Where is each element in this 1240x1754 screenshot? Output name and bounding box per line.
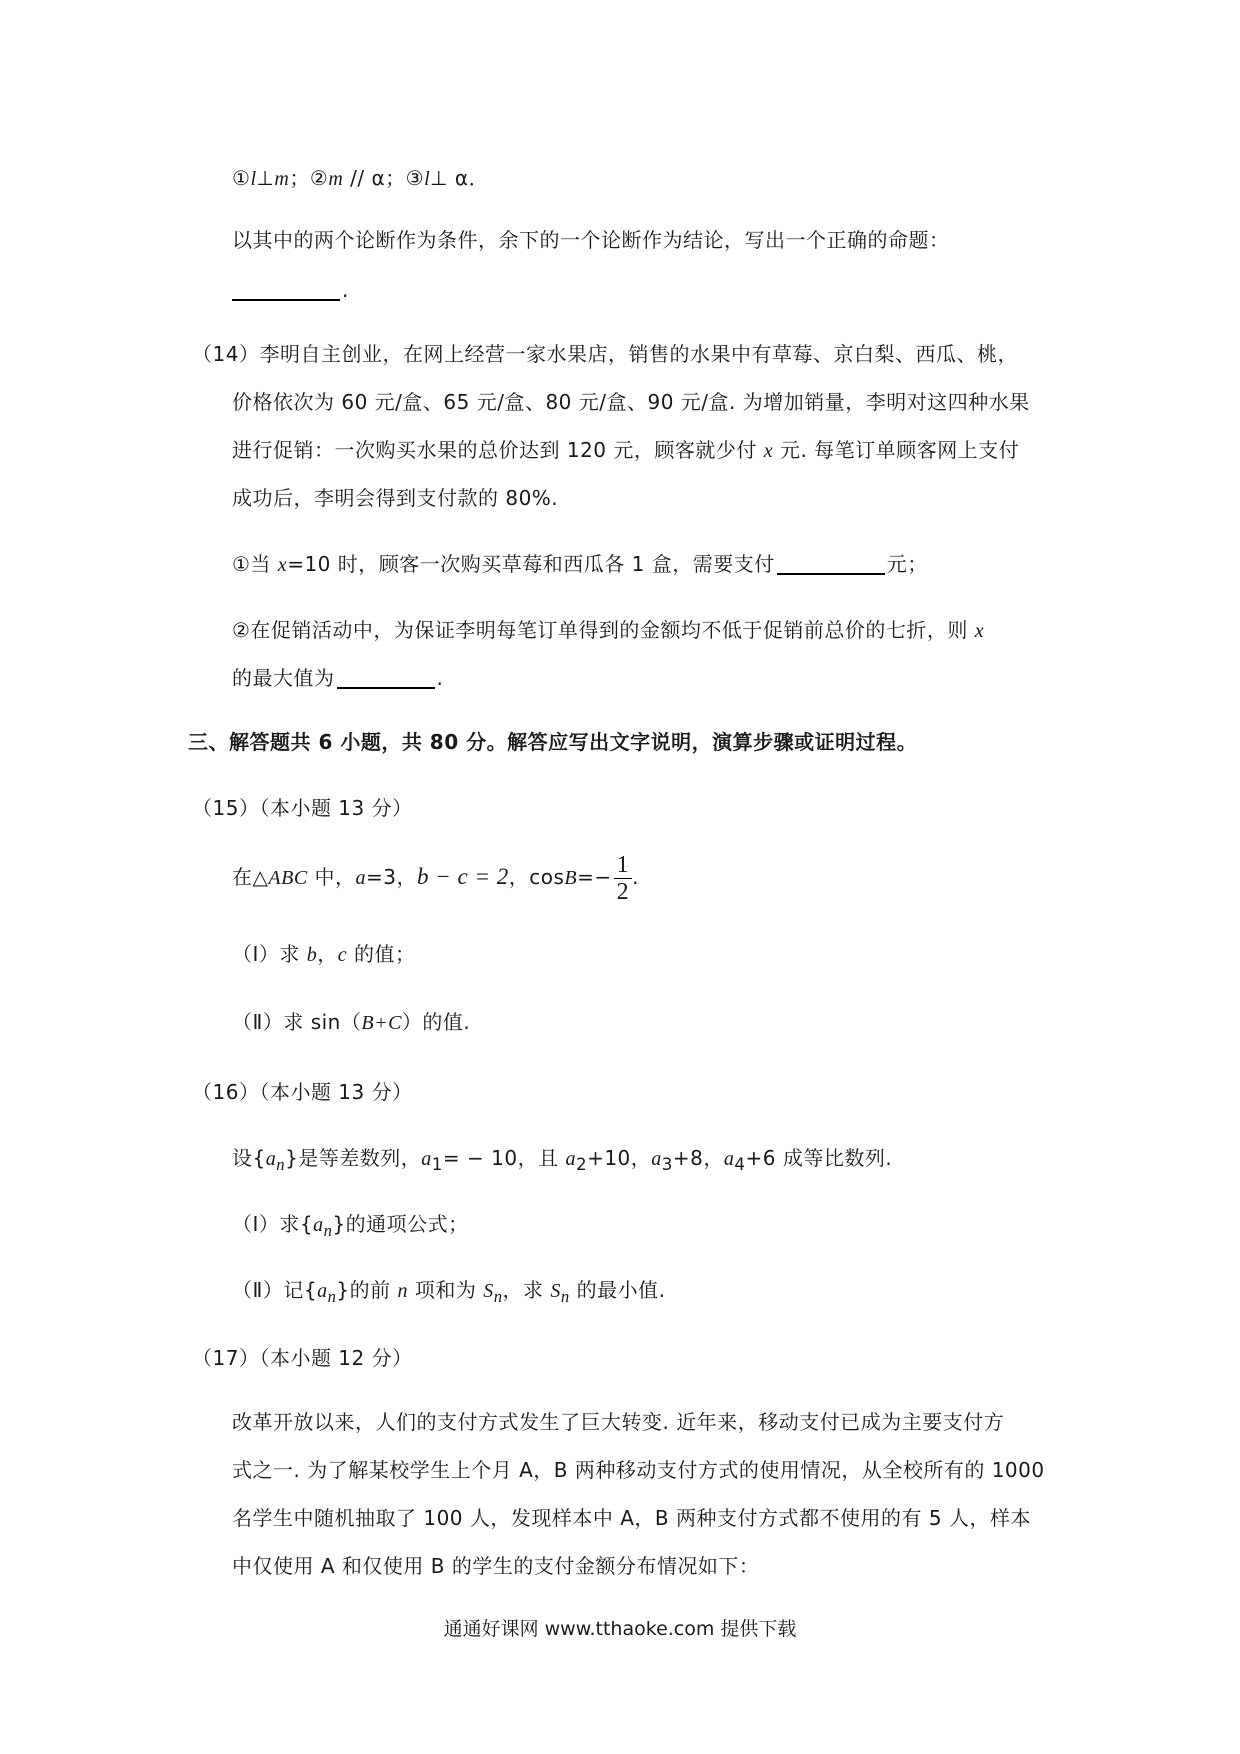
section-3-heading: 三、解答题共 6 小题，共 80 分。解答应写出文字说明，演算步骤或证明过程。 <box>188 730 918 754</box>
q14-part-2: ②在促销活动中，为保证李明每笔订单得到的金额均不低于促销前总价的七折，则 x <box>232 618 985 642</box>
q17-line-2: 式之一. 为了解某校学生上个月 A，B 两种移动支付方式的使用情况，从全校所有的 1000 <box>232 1458 1045 1482</box>
q16-header: （16）（本小题 13 分） <box>192 1080 413 1104</box>
statement-list: ①l⊥m；②m // α；③l⊥ α． <box>232 166 490 190</box>
q14-part-2-cont: 的最大值为 . <box>232 666 444 690</box>
q17-line-1: 改革开放以来，人们的支付方式发生了巨大转变. 近年来，移动支付已成为主要支付方 <box>232 1410 1005 1434</box>
q14-line-1: （14）李明自主创业，在网上经营一家水果店，销售的水果中有草莓、京白梨、西瓜、桃， <box>192 342 1018 366</box>
answer-blank[interactable] <box>232 279 340 301</box>
q17-line-4: 中仅使用 A 和仅使用 B 的学生的支付金额分布情况如下： <box>232 1554 760 1578</box>
q17-header: （17）（本小题 12 分） <box>192 1346 413 1370</box>
q14-part-1: ①当 x=10 时，顾客一次购买草莓和西瓜各 1 盒，需要支付 元； <box>232 552 928 576</box>
q14-line-2: 价格依次为 60 元/盒、65 元/盒、80 元/盒、90 元/盒. 为增加销量，李明对这四种水果 <box>232 390 1030 414</box>
page-footer: 通通好课网 www.tthaoke.com 提供下载 <box>443 1618 797 1640</box>
q13-instruction: 以其中的两个论断作为条件，余下的一个论断作为结论，写出一个正确的命题： <box>232 228 950 252</box>
answer-blank[interactable] <box>777 553 885 575</box>
fraction-one-half: $\frac{1}{2}$ <box>614 852 633 905</box>
q15-statement: 在△ABC 中，a=3，b − c = 2，cosB=− $\frac{1}{2}$ . <box>232 852 640 905</box>
q15-part-1: （Ⅰ）求 b，c 的值； <box>232 942 416 966</box>
q15-part-2: （Ⅱ）求 sin（B+C）的值. <box>232 1010 471 1034</box>
q14-line-4: 成功后，李明会得到支付款的 80%. <box>232 486 559 510</box>
q13-answer-line: . <box>232 276 349 304</box>
q15-header: （15）（本小题 13 分） <box>192 796 413 820</box>
q16-part-1: （Ⅰ）求$\{a_n\}$的通项公式； <box>232 1212 469 1240</box>
answer-blank[interactable] <box>337 667 435 689</box>
q16-statement: 设$\{a_n\}$是等差数列，$a_1= - 10$，且 $a_2+10$，$a_3+8$，$a_4+6$ 成等比数列. <box>232 1146 893 1174</box>
q17-line-3: 名学生中随机抽取了 100 人，发现样本中 A，B 两种支付方式都不使用的有 5 人，样本 <box>232 1506 1031 1530</box>
q16-part-2: （Ⅱ）记$\{a_n\}$的前 n 项和为 $S_n$，求 $S_n$ 的最小值. <box>232 1278 666 1306</box>
q14-line-3: 进行促销：一次购买水果的总价达到 120 元，顾客就少付 x 元. 每笔订单顾客网上支付 <box>232 438 1020 462</box>
